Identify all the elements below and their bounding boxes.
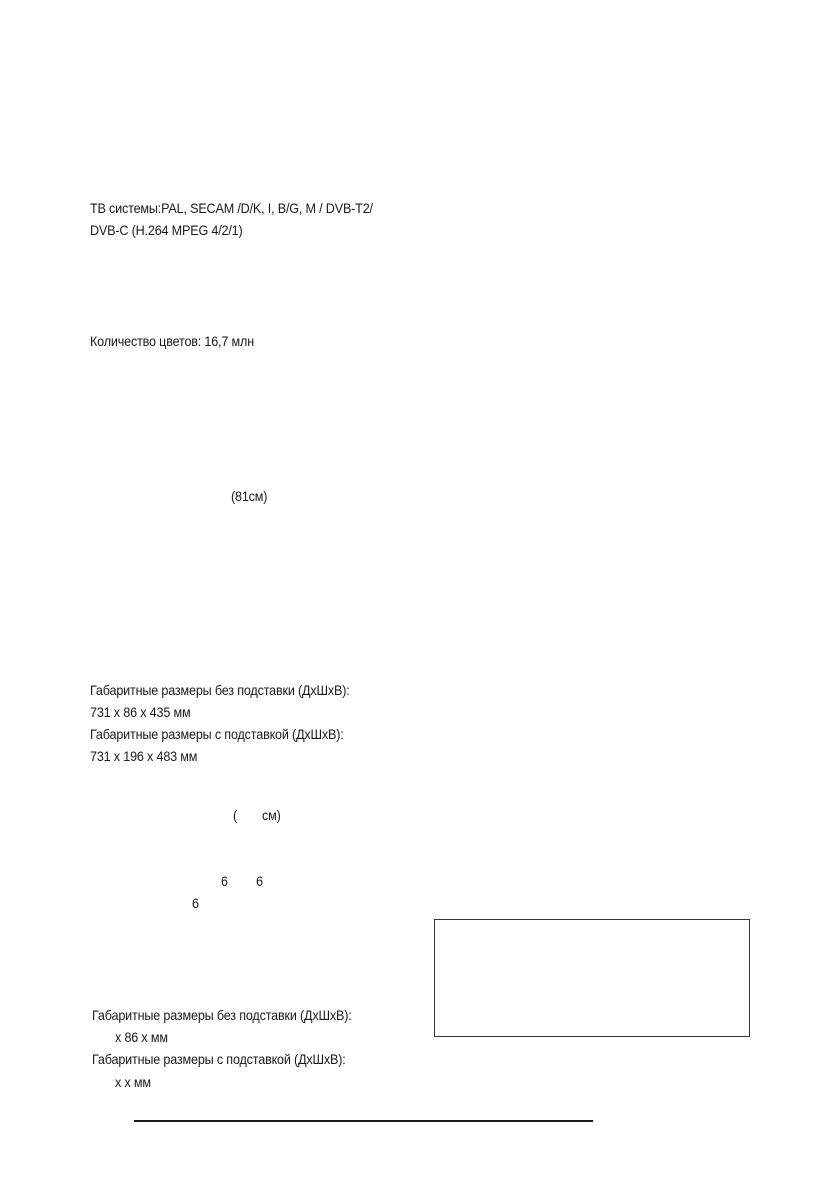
dimensions-without-stand-value: x 86 x мм [115, 1029, 168, 1045]
spec-fragment-6: 6 [221, 873, 228, 889]
screen-diagonal-open-paren: ( [233, 807, 238, 823]
dimensions-without-stand-value: 731 x 86 x 435 мм [90, 704, 191, 720]
note-box [434, 919, 750, 1037]
dimensions-without-stand-label: Габаритные размеры без подставки (ДхШхВ): [90, 682, 350, 698]
spec-fragment-6: 6 [192, 895, 199, 911]
dimensions-with-stand-value: 731 x 196 x 483 мм [90, 748, 198, 764]
tv-systems-line-1: ТВ системы:PAL, SECAM /D/K, I, B/G, M / DVB-T2/ [90, 200, 373, 216]
screen-diagonal: (81см) [231, 488, 268, 504]
tv-systems-line-2: DVB-C (H.264 MPEG 4/2/1) [90, 222, 243, 238]
screen-diagonal-unit: см) [262, 807, 281, 823]
dimensions-with-stand-label: Габаритные размеры с подставкой (ДхШхВ): [92, 1051, 346, 1067]
spec-fragment-6: 6 [256, 873, 263, 889]
color-count: Количество цветов: 16,7 млн [90, 333, 254, 349]
footer-divider [134, 1120, 593, 1122]
dimensions-with-stand-label: Габаритные размеры с подставкой (ДхШхВ): [90, 726, 344, 742]
dimensions-without-stand-label: Габаритные размеры без подставки (ДхШхВ): [92, 1007, 352, 1023]
dimensions-with-stand-value: x x мм [115, 1074, 151, 1090]
